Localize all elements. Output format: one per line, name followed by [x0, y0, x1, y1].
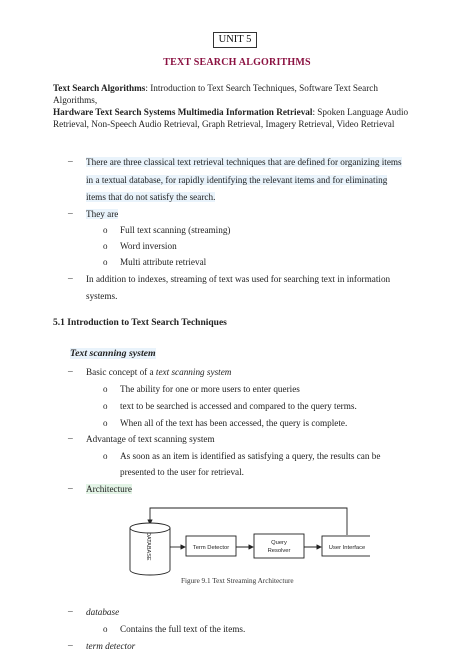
list-item-text: Basic concept of a: [86, 367, 156, 377]
list-item: Advantage of text scanning system: [86, 434, 215, 444]
list-dash: –: [68, 367, 73, 377]
sub-list-item: Word inversion: [120, 241, 177, 251]
intro-text-1: : Introduction to Text Search Techniques, Software Text Search Algorithms,: [53, 83, 378, 105]
list-item-cont: [86, 172, 387, 189]
term-detector-label: Term Detector: [192, 545, 230, 551]
list-item-cont: [86, 189, 215, 206]
query-resolver-label-1: Query: [271, 540, 287, 546]
sub-bullet: o: [103, 624, 108, 634]
sub-bullet: o: [103, 401, 108, 411]
list-dash: –: [68, 607, 73, 617]
feedback-arrow: [150, 508, 347, 535]
user-interface-label: User Interface: [328, 545, 366, 551]
list-item-emphasis: database: [86, 607, 120, 617]
list-item: [86, 206, 118, 223]
unit-label-box: [213, 32, 257, 48]
list-item: [86, 481, 132, 498]
sub-bullet: o: [103, 241, 108, 251]
page-title: TEXT SEARCH ALGORITHMS: [163, 57, 311, 68]
sub-bullet: o: [103, 384, 108, 394]
list-item-text: They are: [86, 209, 119, 219]
subsection-heading: [70, 348, 156, 359]
list-item-emphasis: text scanning system: [155, 367, 232, 377]
sub-list-item: Multi attribute retrieval: [120, 257, 207, 267]
intro-paragraph: [53, 82, 423, 130]
intro-text-2: : Spoken Language Audio Retrieval, Non-Speech Audio Retrieval, Graph Retrieval, Imagery Retrieval, Video Retrieval: [53, 107, 409, 129]
sub-bullet: o: [103, 257, 108, 267]
sub-bullet: o: [103, 225, 108, 235]
section-heading: 5.1 Introduction to Text Search Techniques: [53, 318, 227, 328]
list-dash: –: [68, 641, 73, 651]
list-dash: –: [68, 209, 73, 219]
intro-heading-1: Text Search Algorithms: [53, 83, 146, 93]
query-resolver-label-2: Resolver: [267, 548, 291, 554]
sub-list-item: The ability for one or more users to enter queries: [120, 384, 300, 394]
sub-list-item-cont: presented to the user for retrieval.: [120, 467, 244, 477]
subsection-heading-text: Text scanning system: [70, 348, 156, 359]
list-dash: –: [68, 484, 73, 494]
list-dash: –: [68, 157, 73, 167]
list-item: [86, 154, 402, 171]
sub-list-item: Full text scanning (streaming): [120, 225, 231, 235]
list-item: [86, 604, 119, 621]
architecture-diagram: [110, 500, 370, 580]
database-label: DATABASE: [145, 532, 151, 561]
sub-bullet: o: [103, 451, 108, 461]
list-item-cont: systems.: [86, 291, 118, 301]
sub-bullet: o: [103, 418, 108, 428]
figure-caption: Figure 9.1 Text Streaming Architecture: [181, 577, 294, 585]
sub-list-item: As soon as an item is identified as satisfying a query, the results can be: [120, 451, 381, 461]
list-item-text: items that do not satisfy the search.: [86, 192, 216, 202]
list-item-emphasis: term detector: [86, 641, 136, 651]
sub-list-item: text to be searched is accessed and compared to the query terms.: [120, 401, 357, 411]
list-item: [86, 364, 231, 381]
unit-label: UNIT 5: [218, 34, 252, 45]
list-item-text: Architecture: [86, 484, 132, 494]
sub-list-item: Contains the full text of the items.: [120, 624, 246, 634]
sub-list-item: When all of the text has been accessed, the query is complete.: [120, 418, 348, 428]
list-item-text: in a textual database, for rapidly identifying the relevant items and for eliminating: [86, 175, 388, 185]
list-item: In addition to indexes, streaming of text was used for searching text in information: [86, 274, 391, 284]
query-resolver-box: [254, 534, 304, 558]
list-dash: –: [68, 434, 73, 444]
intro-heading-2: Hardware Text Search Systems Multimedia Information Retrieval: [53, 107, 313, 117]
list-item: [86, 638, 135, 655]
list-item-text: There are three classical text retrieval techniques that are defined for organizing items: [86, 157, 402, 167]
list-dash: –: [68, 274, 73, 284]
